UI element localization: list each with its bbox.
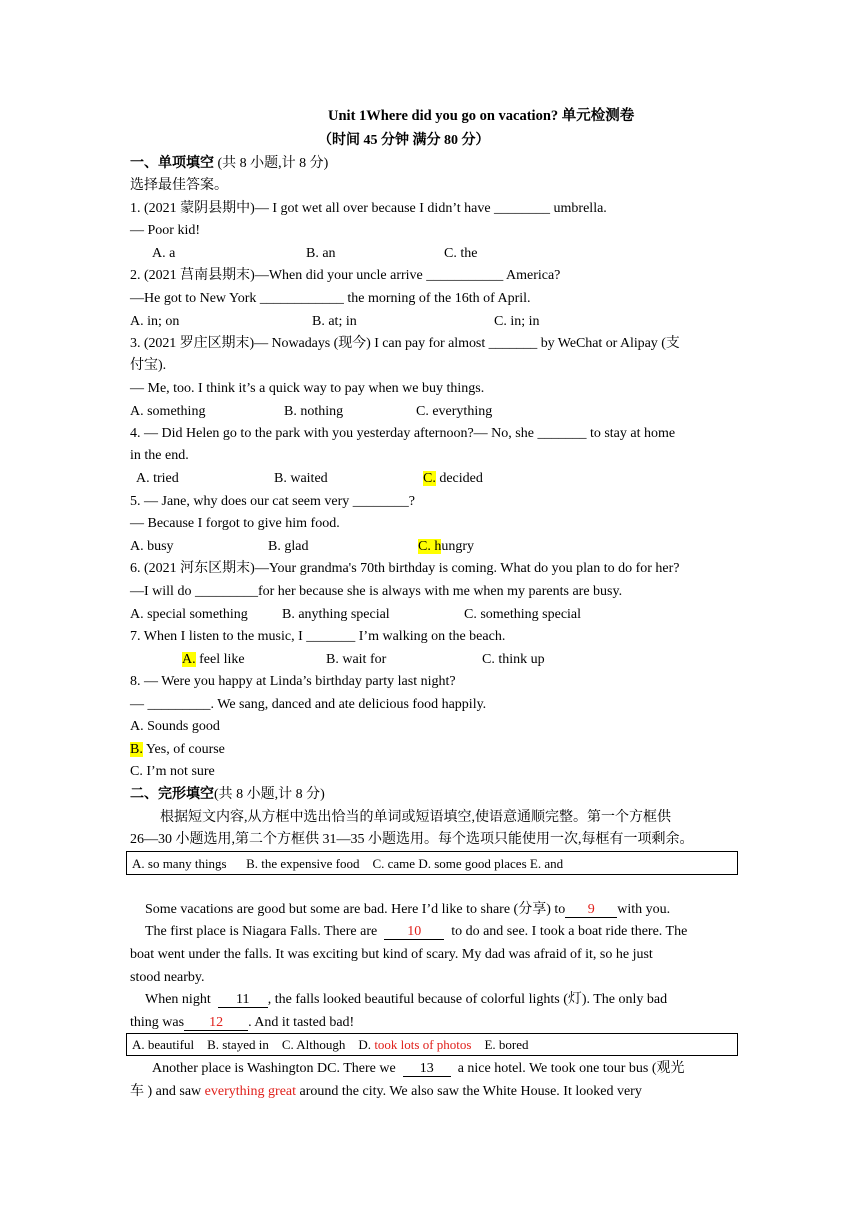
passage-p4-after: a nice hotel. We took one tour bus (观光 bbox=[450, 1061, 685, 1076]
passage-line-6 bbox=[130, 1014, 354, 1032]
q4-option-a: A. tried bbox=[136, 471, 179, 486]
q3-option-b: B. nothing bbox=[284, 404, 344, 419]
q4-option-c bbox=[423, 470, 483, 488]
passage-p3-line2-after: . And it tasted bad! bbox=[248, 1015, 355, 1030]
word-bank-2-option-a: A. beautiful bbox=[132, 1037, 195, 1052]
section2-instruction-line2: 26—30 小题选用,第二个方框供 31—35 小题选用。每个选项只能使用一次,每框有一项剩余。 bbox=[130, 832, 694, 847]
blank-12: 12 bbox=[184, 1015, 248, 1031]
blank-9: 9 bbox=[565, 902, 617, 918]
q3-stem: 3. (2021 罗庄区期末)— Nowadays (现今) I can pay for almost _______ by WeChat or Alipay (支 bbox=[130, 336, 680, 351]
passage-line-2 bbox=[145, 923, 687, 941]
passage-p3-after: , the falls looked beautiful because of colorful lights (灯). The only bad bbox=[267, 992, 668, 1007]
blank-13: 13 bbox=[403, 1061, 451, 1077]
passage-line-7 bbox=[152, 1060, 685, 1078]
q8-stem: 8. — Were you happy at Linda’s birthday party last night? bbox=[130, 674, 456, 689]
blank-10: 10 bbox=[384, 924, 444, 940]
section1-instruction: 选择最佳答案。 bbox=[130, 178, 228, 193]
q7-stem: 7. When I listen to the music, I _______ I’m walking on the beach. bbox=[130, 629, 506, 644]
passage-p3-line2-before: thing was bbox=[130, 1015, 185, 1030]
q5-answer-highlight: C. h bbox=[418, 539, 442, 554]
q2-reply: —He got to New York ____________ the morning of the 16th of April. bbox=[130, 291, 531, 306]
section1-heading-note: (共 8 小题,计 8 分) bbox=[214, 156, 329, 171]
q1-stem: 1. (2021 蒙阴县期中)— I got wet all over because I didn’t have ________ umbrella. bbox=[130, 201, 607, 216]
q2-option-c: C. in; in bbox=[494, 314, 540, 329]
page-subtitle: （时间 45 分钟 满分 80 分） bbox=[318, 133, 490, 148]
word-bank-2-options bbox=[132, 1036, 529, 1054]
passage-p1-before: Some vacations are good but some are bad. Here I’d like to share (分享) to bbox=[145, 902, 566, 917]
passage-p1-after: with you. bbox=[617, 902, 671, 917]
word-bank-2-option-d-label: D. bbox=[358, 1037, 372, 1052]
q3-option-a: A. something bbox=[130, 404, 206, 419]
q5-option-a: A. busy bbox=[130, 539, 174, 554]
q6-option-c: C. something special bbox=[464, 607, 582, 622]
passage-line-3: boat went under the falls. It was exciting but kind of scary. My dad was afraid of it, so he just bbox=[130, 947, 653, 962]
q5-option-c bbox=[418, 538, 474, 556]
q7-answer-highlight: A. bbox=[182, 652, 196, 667]
q7-option-c: C. think up bbox=[482, 652, 545, 667]
word-bank-2-option-d-text: took lots of photos bbox=[374, 1037, 472, 1052]
passage-p4-line2-b: around the city. We also saw the White House. It looked very bbox=[296, 1084, 642, 1099]
q5-stem: 5. — Jane, why does our cat seem very ________? bbox=[130, 494, 415, 509]
word-bank-2-option-c: C. Although bbox=[281, 1037, 346, 1052]
passage-p3-before: When night bbox=[145, 992, 218, 1007]
blank-11: 11 bbox=[218, 992, 268, 1008]
q4-option-b: B. waited bbox=[274, 471, 328, 486]
passage-p4-highlighted-phrase: everything great bbox=[204, 1084, 297, 1099]
q6-option-b: B. anything special bbox=[282, 607, 390, 622]
section2-heading-bold: 二、完形填空 bbox=[130, 787, 214, 802]
q2-option-a: A. in; on bbox=[130, 314, 180, 329]
q7-option-a-text: feel like bbox=[195, 652, 245, 667]
q8-option-b bbox=[130, 741, 225, 759]
q3-stem-continued: 付宝). bbox=[130, 358, 167, 373]
q2-option-b: B. at; in bbox=[312, 314, 357, 329]
q3-option-c: C. everything bbox=[416, 404, 493, 419]
q4-stem-continued: in the end. bbox=[130, 448, 189, 463]
passage-p2-before: The first place is Niagara Falls. There are bbox=[145, 924, 385, 939]
q8-reply: — _________. We sang, danced and ate delicious food happily. bbox=[130, 697, 487, 712]
passage-p2-after: to do and see. I took a boat ride there. The bbox=[444, 924, 688, 939]
section2-heading-note: (共 8 小题,计 8 分) bbox=[214, 787, 325, 802]
q8-answer-highlight: B. bbox=[130, 742, 143, 757]
q6-reply: —I will do _________for her because she is always with me when my parents are busy. bbox=[130, 584, 623, 599]
passage-p4-before: Another place is Washington DC. There we bbox=[152, 1061, 403, 1076]
section1-heading-bold: 一、单项填空 bbox=[130, 156, 214, 171]
q5-reply: — Because I forgot to give him food. bbox=[130, 516, 340, 531]
q4-stem: 4. — Did Helen go to the park with you yesterday afternoon?— No, she _______ to stay at home bbox=[130, 426, 676, 441]
passage-line-4: stood nearby. bbox=[130, 970, 205, 985]
section2-heading bbox=[130, 786, 325, 804]
q2-stem: 2. (2021 莒南县期末)—When did your uncle arrive ___________ America? bbox=[130, 268, 561, 283]
q1-option-b: B. an bbox=[306, 246, 336, 261]
passage-line-1 bbox=[145, 901, 670, 919]
passage-line-8 bbox=[130, 1083, 642, 1101]
word-bank-2-option-e: E. bored bbox=[484, 1037, 529, 1052]
word-bank-box-1 bbox=[126, 851, 738, 875]
q5-option-b: B. glad bbox=[268, 539, 309, 554]
q4-option-c-text: decided bbox=[435, 471, 483, 486]
q8-option-c: C. I’m not sure bbox=[130, 764, 215, 779]
section1-heading bbox=[130, 155, 328, 173]
q7-option-a bbox=[182, 651, 245, 669]
word-bank-box-2 bbox=[126, 1033, 738, 1056]
page-title: Unit 1Where did you go on vacation? 单元检测卷 bbox=[328, 108, 635, 124]
q6-stem: 6. (2021 河东区期末)—Your grandma's 70th birthday is coming. What do you plan to do for her? bbox=[130, 561, 680, 576]
q1-option-c: C. the bbox=[444, 246, 478, 261]
q3-reply: — Me, too. I think it’s a quick way to pay when we buy things. bbox=[130, 381, 485, 396]
q8-option-a: A. Sounds good bbox=[130, 719, 220, 734]
q4-answer-highlight: C. bbox=[423, 471, 436, 486]
passage-line-5 bbox=[145, 991, 667, 1009]
q7-option-b: B. wait for bbox=[326, 652, 387, 667]
q8-option-b-text: Yes, of course bbox=[142, 742, 225, 757]
q1-reply: — Poor kid! bbox=[130, 223, 200, 238]
q1-option-a: A. a bbox=[152, 246, 176, 261]
q6-option-a: A. special something bbox=[130, 607, 248, 622]
word-bank-2-option-b: B. stayed in bbox=[207, 1037, 269, 1052]
word-bank-1-options: A. so many things B. the expensive food C. came D. some good places E. and bbox=[132, 856, 564, 871]
section2-instruction-line1: 根据短文内容,从方框中选出恰当的单词或短语填空,使语意通顺完整。第一个方框供 bbox=[160, 810, 671, 825]
q5-option-c-text: ungry bbox=[441, 539, 475, 554]
passage-p4-line2-a: 车 ) and saw bbox=[130, 1084, 205, 1099]
